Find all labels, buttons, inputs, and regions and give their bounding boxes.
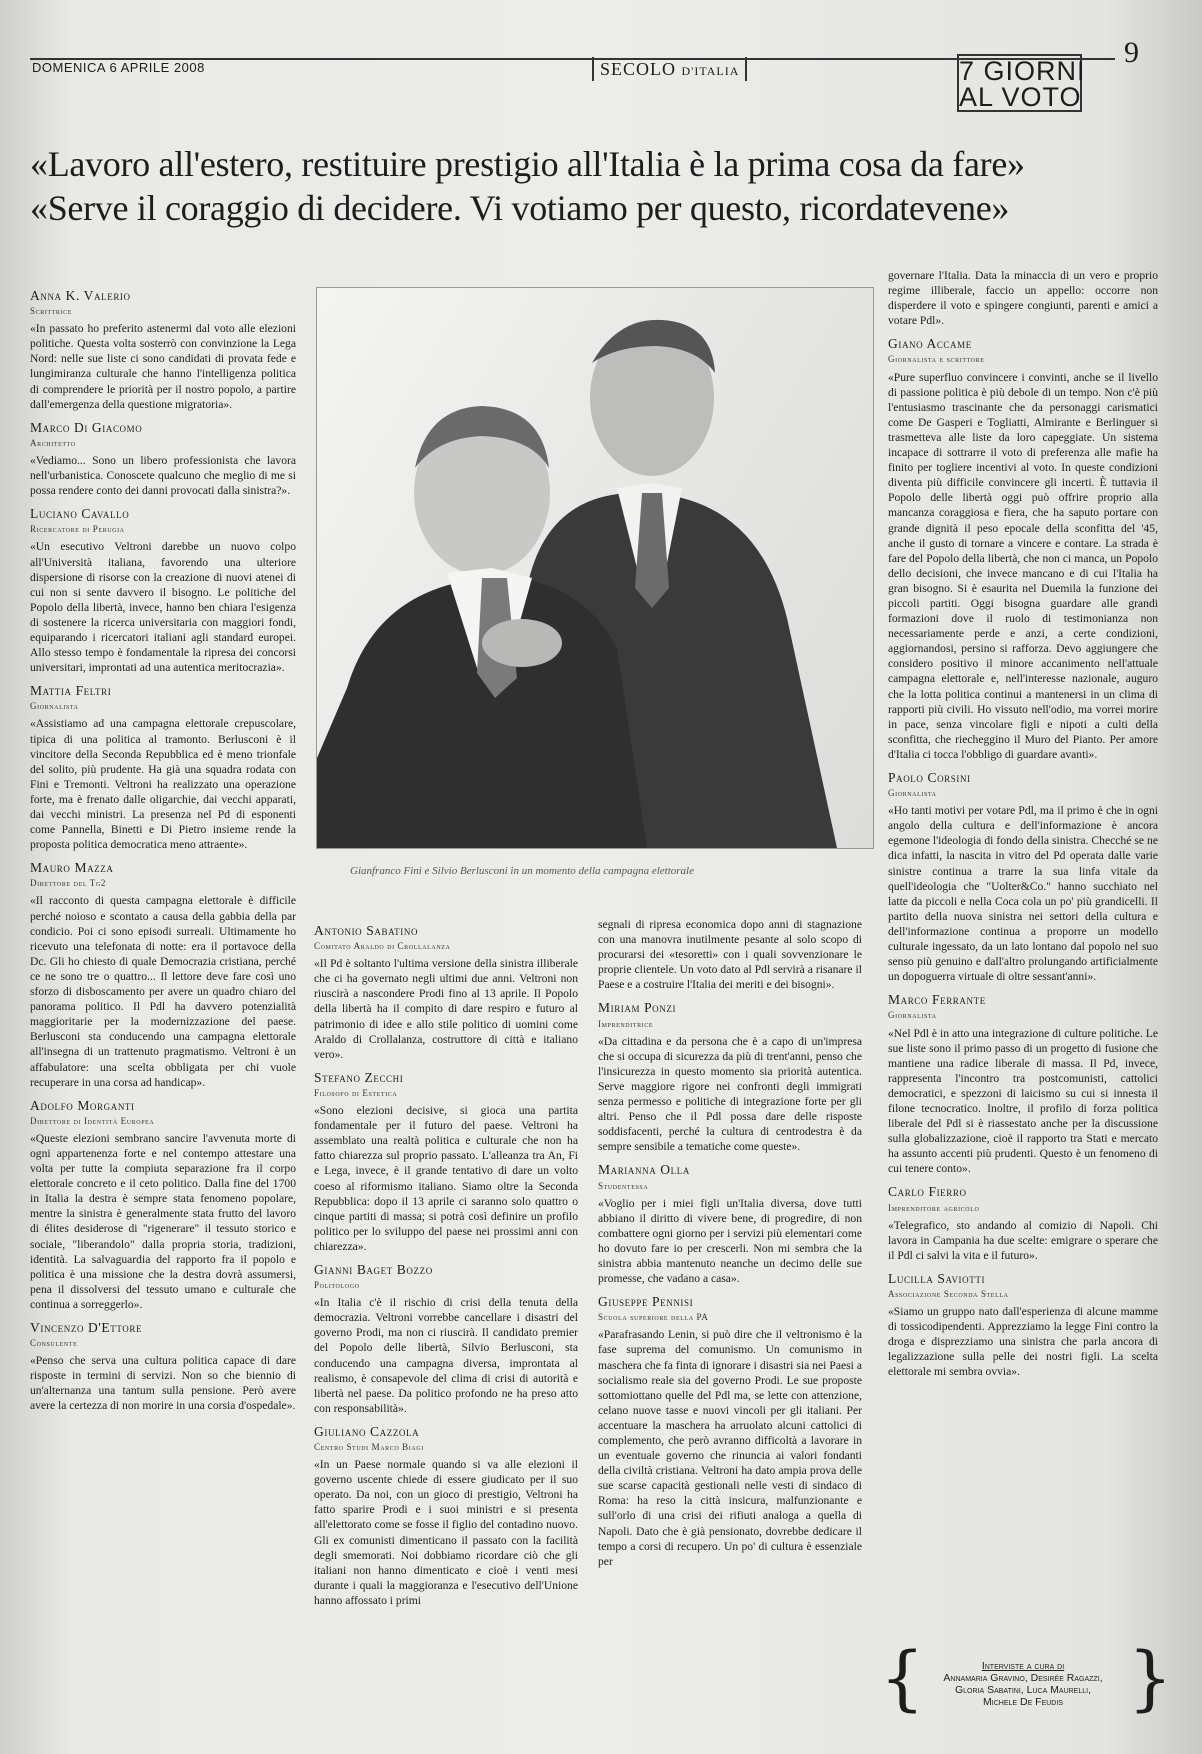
author-name: Anna K. Valerio xyxy=(30,288,131,303)
author-name: Stefano Zecchi xyxy=(314,1069,404,1085)
credits-line-3: Michele De Feudis xyxy=(983,1696,1063,1708)
author-name: Miriam Ponzi xyxy=(598,1000,677,1016)
quote-text: «Assistiamo ad una campagna elettorale crepuscolare, tipica di una politica al tramonto. Berlusconi è il vincitore della Seconda Repubblica ed è meno trionfale del solito, più prudente. Ha già una squadra rodata con Fini e Tremonti. Veltroni ha realizzato una operazione forte, ma è frenato dalle oligarchie, dai vecchi apparati, dai vecchi ministri. La presenza nel Pd di esponenti come Pannella, Binetti e Di Pietro insieme rende la proposta politica democratica meno attraente». xyxy=(30,717,296,852)
author-name: Vincenzo D'Ettore xyxy=(30,1320,143,1335)
quote-text: «Voglio per i miei figli un'Italia diversa, dove tutti abbiano il diritto di vivere bene, di progredire, di non combattere ogni giorno per i servizi più elementari come ho dovuto fare io per crescerli. Non mi sembra che la sinistra abbia mantenuto neanche un decimo delle sue promesse, che vadano a casa». xyxy=(598,1196,862,1286)
author-role: Ricercatore di Perugia xyxy=(30,524,125,535)
author-role: Giornalista e scrittore xyxy=(888,354,985,365)
headline xyxy=(30,142,1150,230)
column-4 xyxy=(888,268,1158,1388)
author-name: Adolfo Morganti xyxy=(30,1097,135,1113)
quote-text: «Un esecutivo Veltroni darebbe un nuovo colpo all'Università italiana, favorendo una ulteriore dispersione di risorse con la creazione di nuovi atenei di cui non si sente davvero il bisogno. Le politiche del Popolo della libertà, invece, hanno ben chiara l'esigenza di sostenere la ricerca universitaria con maggiori fondi, equiparando i ricercatori italiani agli standard europei. Allo stesso tempo è fondamentale la ripresa dei concorsi universitari, improntati ad una autentica meritocrazia». xyxy=(30,540,296,675)
quote-text: «Vediamo... Sono un libero professionista che lavora nell'urbanistica. Conoscete qualcuno che meglio di me si possa rendere conto dei danni provocati dalla sinistra?». xyxy=(30,453,296,498)
quote-text: «Ho tanti motivi per votare Pdl, ma il primo è che in ogni angolo della cultura e dell'informazione è ancora egemone l'ideologia di fondo della sinistra. Checché se ne dica infatti, la nascita in vitro del Pd operata dalle varie sinistre continua a trarre la sua linfa vitale da quell'ideologia che "Uolter&Co." hanno succhiato nel latte da piccoli e nella Coca cola un po' più grandicelli. Il partito della nuova sinistra nei settori della cultura e dell'informazione continua a proporre un modello culturale ingessato, da un lato lontano dal popolo nel suo senso più genuino e dall'altro prolungando artificialmente un dopoguerra virtuale di oltre sessant'anni». xyxy=(888,804,1158,984)
author-name: Marco Di Giacomo xyxy=(30,419,143,435)
issue-date: DOMENICA 6 APRILE 2008 xyxy=(32,60,205,75)
headline-line-2: «Serve il coraggio di decidere. Vi votiamo per questo, ricordatevene» xyxy=(30,188,1010,228)
headline-line-1: «Lavoro all'estero, restituire prestigio all'Italia è la prima cosa da fare» xyxy=(30,144,1025,184)
author-role: Direttore di Identità Europea xyxy=(30,1115,155,1126)
author-role: Politologo xyxy=(314,1280,360,1291)
credits-line-2: Gloria Sabatini, Luca Maurelli, xyxy=(954,1684,1092,1696)
credits-title: Interviste a cura di xyxy=(981,1660,1065,1672)
author-name: Antonio Sabatino xyxy=(314,923,419,938)
quote-text: «Siamo un gruppo nato dall'esperienza di alcune mamme di tossicodipendenti. Apprezziamo la legge Fini contro la droga e disprezziamo una sinistra che parla ancora di legalizzazione sulla pelle dei nostri figli. La scelta elettorale mi sembra ovvia». xyxy=(888,1305,1158,1379)
quote-text: «Sono elezioni decisive, si gioca una partita fondamentale per il futuro del paese. Veltroni ha assemblato una realtà politica e culturale che non ha fatto chiarezza sul proprio passato. L'alleanza tra An, Fi e Lega, invece, è il grande tentativo di dare un volto coeso al riformismo italiano. Siamo oltre la Seconda Repubblica: dopo il 13 aprile ci saranno solo quattro o cinque partiti di massa; si potrà così definire un profilo politico per lo sviluppo del paese nei prossimi anni con chiarezza». xyxy=(314,1104,578,1253)
author-role: Centro Studi Marco Biagi xyxy=(314,1442,424,1452)
quote-text: «Queste elezioni sembrano sancire l'avvenuta morte di ogni appartenenza forte e nel contempo attestare una volta per tutte la compiuta separazione fra il corpo elettorale concreto e il ceto politico. Dalla fine del 1700 in Italia la destra è sempre stata fenomeno popolare, mentre la sinistra è generalmente stata frutto del lavoro di élites desiderose di "rigenerare" il tessuto storico e sociale, "liberandolo" dalla propria storia, tradizioni, identità. La salvaguardia del rapporto fra il popolo e politica è una missione che la destra dovrà assumersi, pena il dissolversi del tessuto umano e culturale che continua a sorreggerlo». xyxy=(30,1131,296,1311)
quote-text: «Telegrafico, sto andando al comizio di Napoli. Chi lavora in Campania ha due scelte: emigrare o sperare che il Pdl ci salvi la vita e il futuro». xyxy=(888,1218,1158,1262)
quote-text: «In un Paese normale quando si va alle elezioni il governo uscente chiede di essere giudicato per il suo operato. Da noi, con un gioco di prestigio, Veltroni ha fatto sparire Prodi e i suoi ministri e si presenta all'elettorato come se fosse il figlio del contadino nuovo. Gli ex comunisti dimenticano il passato con la facilità degli smemorati. Noi dobbiamo ricordare ciò che gli italiani non hanno dimenticato e cioè i venti mesi durante i quali la maggioranza e l'esecutivo dell'Unione hanno affossato i primi xyxy=(314,1458,578,1607)
author-role: Architetto xyxy=(30,437,76,448)
author-name: Mauro Mazza xyxy=(30,860,114,876)
author-name: Marianna Olla xyxy=(598,1162,690,1178)
quote-text: «Penso che serva una cultura politica capace di dare risposte in termini di servizi. Non so che biennio di un'alternanza una tantum sulla pensione. Però avere avere la certezza di non morire in una corsia d'ospedale». xyxy=(30,1354,296,1413)
quote-text: segnali di ripresa economica dopo anni di stagnazione con una manovra inutilmente pesante al solo scopo di procurarsi dei «tesoretti» con i quali sovvenzionare le proprie clientele. Un voto dato al Pdl servirà a risanare il Paese e a costruire l'Italia dei meriti e dei bisogni». xyxy=(598,918,862,992)
author-role: Giornalista xyxy=(888,1010,937,1021)
author-role: Filosofo di Estetica xyxy=(314,1087,398,1098)
quote-text: «Pure superfluo convincere i convinti, anche se il livello di passione politica è più debole di un tempo. Non c'è più l'entusiasmo trascinante che da personaggi carismatici come De Gasperi e Togliatti, Almirante e Berlinguer si trasmetteva alle liste da loro capeggiate. Un sistema incapace di sottrarre il voto di preferenza alle mafie ha finito per togliere incentivi al voto. In queste condizioni diventa più difficile convincere gli incerti. È tuttavia il Popolo delle libertà oggi può offrire proprio alla mancanza coraggiosa e fiera, che ha saputo portare con grande dignità il peso epocale della sconfitta del '45, anche il gusto di tornare a vincere e contare. La strada è fare del Popolo della libertà, che non ci manca, un Popolo dello decisioni, che invece mancano e di cui l'Italia ha gran bisogno. Si è esaurita nel Duemila la funzione dei piccoli partiti. Oggi bisogna guardare alle grandi formazioni dove il ruolo di testimonianza non necessariamente perde e anzi, a certe condizioni, aggiornandosi, persino si rafforza. Devo aggiungere che considero positivo il minore accanimento nell'attuale campagna elettorale e, nell'interesse nazionale, auguro che la lotta politica continui a mantenersi in un clima di rapporti più civili. Ho vissuto nell'odio, ma vorrei morire in pace, senza vincolare figli e nipoti a culti della sconfitta, che riecheggino il Muro del Pianto. Per amore d'Italia ci tocca l'obbligo di guardare avanti». xyxy=(888,370,1158,761)
author-role: Comitato Araldo di Crollalanza xyxy=(314,941,451,952)
author-name: Luciano Cavallo xyxy=(30,506,130,522)
quote-text: governare l'Italia. Data la minaccia di un vero e proprio regime illiberale, faccio un appello: occorre non disperdere il voto e spingere congiunti, parenti e amici a votare Pdl». xyxy=(888,269,1158,328)
quote-text: «Il Pd è soltanto l'ultima versione della sinistra illiberale che ci ha governato negli ultimi due anni. Veltroni non riuscirà a nascondere Prodi fino al 13 aprile. Il Popolo della libertà ha il compito di dare respiro e futuro al patrimonio di idee e allo stile politico di uomini come Araldo di Crollalanza, costruttore di città e italiano vero». xyxy=(314,957,578,1061)
author-name: Gianni Baget Bozzo xyxy=(314,1261,433,1277)
quote-text: «Da cittadina e da persona che è a capo di un'impresa che si occupa di sicurezza da più di trent'anni, penso che l'insicurezza in questo momento sia priorità autentica. Serve maggiore rigore nei confronti degli immigrati senza permesso e politiche di integrazione forte per gli altri. Penso che il Pdl possa dare delle risposte soddisfacenti, perché la cultura di centrodestra è da sempre sensibile a tematiche come queste». xyxy=(598,1034,862,1154)
hand xyxy=(482,619,562,667)
photo-illustration xyxy=(317,288,873,848)
author-role: Giornalista xyxy=(30,701,79,712)
page-header xyxy=(0,28,1202,112)
author-name: Mattia Feltri xyxy=(30,683,112,699)
author-name: Lucilla Saviotti xyxy=(888,1270,986,1286)
author-name: Paolo Corsini xyxy=(888,770,971,785)
masthead-small: D'ITALIA xyxy=(681,64,740,78)
column-1 xyxy=(30,282,296,1422)
section-label xyxy=(957,54,1086,112)
author-role: Associazione Seconda Stella xyxy=(888,1289,1009,1299)
author-role: Giornalista xyxy=(888,788,937,799)
quote-text: «Il racconto di questa campagna elettorale è difficile perché noioso e scontato a causa della gabbia della par condicio. Poi ci sono episodi surreali. Ultimamente ho ricevuto una telefonata di notte: era il portavoce della Dc. Gli ho chiesto di quale Democrazia cristiana, perché ce ne sono tre o quattro... Il lettore deve fare così uno sforzo di disboscamento per avere un quadro chiaro del panorama politico. Il Pdl ha davvero potenzialità maggioritarie per la modernizzazione del paese. Berlusconi sta conducendo una campagna elettorale all'insegna di un trattenuto pragmatismo. Veltroni è un affabulatore: una scelta obbligata per chi vuole recuperare in una corsa ad handicap». xyxy=(30,894,296,1089)
credits-brace-right: } xyxy=(1128,1637,1173,1719)
author-name: Giano Accame xyxy=(888,336,972,352)
credits-brace-left: { xyxy=(880,1637,925,1719)
page-number: 9 xyxy=(1124,36,1139,69)
credits-line-1: Annamaria Gravino, Desirée Ragazzi, xyxy=(943,1672,1103,1684)
author-role: Imprenditrice xyxy=(598,1018,654,1029)
author-name: Carlo Fierro xyxy=(888,1184,967,1200)
author-name: Marco Ferrante xyxy=(888,992,986,1008)
section-line-2: AL VOTO xyxy=(959,82,1082,112)
author-name: Giuseppe Pennisi xyxy=(598,1294,694,1310)
author-role: Imprenditore agricolo xyxy=(888,1202,980,1213)
quote-text: «Nel Pdl è in atto una integrazione di culture politiche. Le sue liste sono il primo passo di un progetto di fusione che mantiene una radice liberale di massa. Il Pd, invece, rappresenta l'incontro tra postcomunisti, cattolici democratici, e spezzoni di laicismo su cui si innesta il filone tecnocratico. Inoltre, il profilo di forza politica liberale del Pdl si è riassestato anche per la discussione sulla globalizzazione, cioè il rapporto tra Stati e mercato ha assunto accenti più prudenti. Questo è un fenomeno di cui tenere conto». xyxy=(888,1026,1158,1176)
quote-text: «Parafrasando Lenin, si può dire che il veltronismo è la fase suprema del comunismo. Un comunismo in maschera che fa finta di ignorare i disastri sia nei Paesi a socialismo reale sia del governo Prodi. Le sue proposte sottomiottano quelle del Pdl ma, se lette con attenzione, celano nuove tasse e nuovi vincoli per gli italiani. Per accentuare la maschera ha arruolato alcuni cattolici di complemento, che però avranno difficoltà a lavorare in un eventuale governo che rinuncia ai valori fondanti della civiltà cristiana. Veltroni ha dato ampia prova delle sue scarse capacità gestionali nelle vesti di sindaco di Roma: ha reso la città insicura, malfunzionante e sull'orlo di una crisi dei rifiuti analoga a quella di Napoli. Dato che è già pensionato, dovrebbe dedicare il tempo a corsi di recupero. Un po' di cultura è essenziale per xyxy=(598,1328,862,1568)
author-role: Scrittrice xyxy=(30,306,73,317)
column-3 xyxy=(598,917,862,1577)
masthead xyxy=(592,57,747,81)
column-2 xyxy=(314,917,578,1616)
author-role: Consulente xyxy=(30,1338,78,1349)
quote-text: «In Italia c'è il rischio di crisi della tenuta della democrazia. Veltroni vorrebbe cancellare i disastri del governo Prodi, ma non ci riuscirà. Il candidato premier del Popolo delle libertà, Silvio Berlusconi, sta conducendo una campagna diversa, improntata al realismo, è consapevole del clima di crisi di autorità e libertà nel paese. Da politico profondo ne ha preso atto con responsabilità». xyxy=(314,1296,578,1415)
quote-text: «In passato ho preferito astenermi dal voto alle elezioni politiche. Questa volta sosterrò con convinzione la Lega Nord: nelle sue liste ci sono candidati di provata fede e lungimiranza culturale che hanno l'intelligenza politica di comprendere le priorità per il nostro popolo, a partire dall'emergenza della questione migratoria». xyxy=(30,322,296,411)
author-role: Studentessa xyxy=(598,1180,649,1191)
interview-credits xyxy=(888,1640,1158,1720)
author-role: Direttore del Tg2 xyxy=(30,878,106,889)
masthead-main: SECOLO xyxy=(600,59,677,79)
photo xyxy=(316,287,874,849)
author-role: Scuola superiore della PA xyxy=(598,1312,709,1323)
photo-caption: Gianfranco Fini e Silvio Berlusconi in un momento della campagna elettorale xyxy=(350,865,694,877)
author-name: Giuliano Cazzola xyxy=(314,1423,420,1439)
section-line-1: 7 GIORNI xyxy=(959,56,1086,86)
